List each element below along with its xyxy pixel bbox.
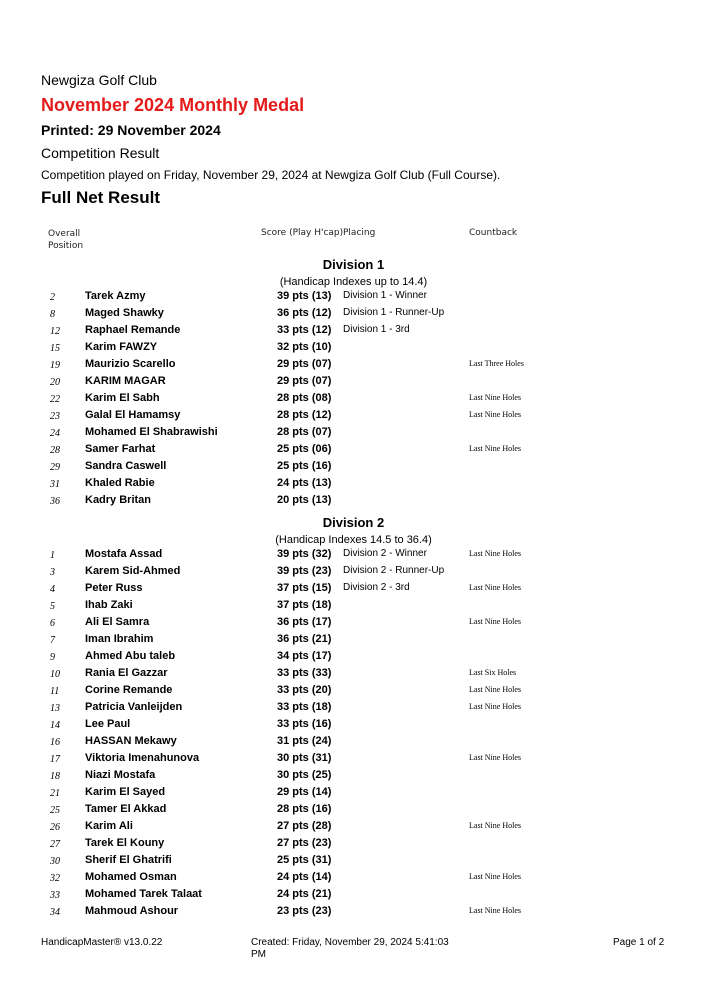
placing: Division 2 - Winner (343, 548, 427, 559)
table-row (0, 667, 707, 684)
table-row (0, 426, 707, 443)
overall-position: 21 (50, 788, 60, 799)
overall-position: 7 (50, 635, 55, 646)
countback: Last Nine Holes (469, 393, 521, 402)
player-name: Raphael Remande (85, 324, 181, 336)
player-name: Iman Ibrahim (85, 633, 154, 645)
overall-position: 36 (50, 496, 60, 507)
division-subtitle: (Handicap Indexes up to 14.4) (279, 276, 428, 288)
score: 33 pts (16) (277, 718, 332, 730)
player-name: Tamer El Akkad (85, 803, 167, 815)
competition-result-label: Competition Result (41, 145, 160, 161)
table-row (0, 905, 707, 922)
table-row (0, 477, 707, 494)
player-name: Mohamed Tarek Talaat (85, 888, 202, 900)
countback: Last Nine Holes (469, 702, 521, 711)
score: 37 pts (15) (277, 582, 332, 594)
player-name: Karim El Sabh (85, 392, 160, 404)
player-name: Karim FAWZY (85, 341, 158, 353)
countback: Last Nine Holes (469, 685, 521, 694)
overall-position: 26 (50, 822, 60, 833)
overall-position: 29 (50, 462, 60, 473)
table-row (0, 616, 707, 633)
placing: Division 2 - 3rd (343, 582, 410, 593)
player-name: KARIM MAGAR (85, 375, 166, 387)
score: 36 pts (12) (277, 307, 332, 319)
player-name: Samer Farhat (85, 443, 156, 455)
table-row (0, 752, 707, 769)
score: 39 pts (13) (277, 290, 332, 302)
overall-position: 14 (50, 720, 60, 731)
overall-position: 20 (50, 377, 60, 388)
table-row (0, 871, 707, 888)
player-name: Sherif El Ghatrifi (85, 854, 172, 866)
score: 24 pts (14) (277, 871, 332, 883)
player-name: Maurizio Scarello (85, 358, 176, 370)
score: 25 pts (16) (277, 460, 332, 472)
table-row (0, 460, 707, 477)
overall-position: 34 (50, 907, 60, 918)
score: 27 pts (23) (277, 837, 332, 849)
player-name: Corine Remande (85, 684, 173, 696)
score: 33 pts (33) (277, 667, 332, 679)
player-name: Ahmed Abu taleb (85, 650, 176, 662)
table-row (0, 494, 707, 511)
footer-page-number: Page 1 of 2 (613, 937, 665, 948)
score: 20 pts (13) (277, 494, 332, 506)
score: 24 pts (21) (277, 888, 332, 900)
printed-date: Printed: 29 November 2024 (41, 122, 221, 138)
table-row (0, 650, 707, 667)
table-row (0, 565, 707, 582)
overall-position: 10 (50, 669, 60, 680)
competition-description: Competition played on Friday, November 29, 2024 at Newgiza Golf Club (Full Course). (41, 168, 501, 182)
score: 29 pts (07) (277, 358, 332, 370)
score: 36 pts (21) (277, 633, 332, 645)
overall-position: 11 (50, 686, 60, 697)
table-row (0, 803, 707, 820)
overall-position: 19 (50, 360, 60, 371)
player-name: Karim Ali (85, 820, 133, 832)
overall-position: 31 (50, 479, 60, 490)
score: 28 pts (07) (277, 426, 332, 438)
table-row (0, 409, 707, 426)
overall-position: 33 (50, 890, 60, 901)
player-name: Peter Russ (85, 582, 143, 594)
table-row (0, 837, 707, 854)
overall-position: 28 (50, 445, 60, 456)
table-row (0, 548, 707, 565)
score: 29 pts (14) (277, 786, 332, 798)
player-name: Tarek El Kouny (85, 837, 165, 849)
score: 39 pts (32) (277, 548, 332, 560)
footer-created: Created: Friday, November 29, 2024 5:41:03 PM (251, 937, 449, 960)
club-name: Newgiza Golf Club (41, 72, 157, 88)
countback: Last Six Holes (469, 668, 517, 677)
player-name: Mahmoud Ashour (85, 905, 179, 917)
player-name: Karim El Sayed (85, 786, 166, 798)
placing: Division 2 - Runner-Up (343, 565, 445, 576)
division-title: Division 2 (322, 515, 385, 530)
player-name: Ihab Zaki (85, 599, 133, 611)
overall-position: 17 (50, 754, 60, 765)
overall-position: 30 (50, 856, 60, 867)
table-row (0, 341, 707, 358)
player-name: Sandra Caswell (85, 460, 167, 472)
table-row (0, 324, 707, 341)
player-name: Maged Shawky (85, 307, 164, 319)
placing: Division 1 - 3rd (343, 324, 410, 335)
score: 39 pts (23) (277, 565, 332, 577)
score: 31 pts (24) (277, 735, 332, 747)
table-row (0, 888, 707, 905)
table-row (0, 375, 707, 392)
overall-position: 18 (50, 771, 60, 782)
table-row (0, 443, 707, 460)
table-row (0, 599, 707, 616)
section-title: Full Net Result (41, 188, 161, 207)
player-name: Tarek Azmy (85, 290, 146, 302)
score: 37 pts (18) (277, 599, 332, 611)
competition-title: November 2024 Monthly Medal (41, 95, 305, 115)
table-row (0, 358, 707, 375)
player-name: Kadry Britan (85, 494, 152, 506)
column-header-placing: Placing (343, 228, 376, 238)
player-name: Rania El Gazzar (85, 667, 168, 679)
table-row (0, 290, 707, 307)
countback: Last Nine Holes (469, 753, 521, 762)
score: 28 pts (16) (277, 803, 332, 815)
score: 24 pts (13) (277, 477, 332, 489)
score: 27 pts (28) (277, 820, 332, 832)
table-row (0, 820, 707, 837)
overall-position: 5 (50, 601, 55, 612)
score: 30 pts (31) (277, 752, 332, 764)
column-header-position (48, 228, 83, 252)
overall-position: 13 (50, 703, 60, 714)
countback: Last Nine Holes (469, 906, 521, 915)
overall-position: 6 (50, 618, 55, 629)
overall-position: 32 (50, 873, 60, 884)
overall-position: 2 (50, 292, 55, 303)
countback: Last Nine Holes (469, 617, 521, 626)
score: 32 pts (10) (277, 341, 332, 353)
table-row (0, 701, 707, 718)
overall-position: 16 (50, 737, 60, 748)
placing: Division 1 - Winner (343, 290, 427, 301)
division-title: Division 1 (322, 257, 385, 272)
countback: Last Nine Holes (469, 583, 521, 592)
overall-position: 23 (50, 411, 60, 422)
score: 33 pts (18) (277, 701, 332, 713)
player-name: Karem Sid-Ahmed (85, 565, 181, 577)
score: 28 pts (08) (277, 392, 332, 404)
column-header-position-line2: Position (48, 241, 84, 251)
division-subtitle: (Handicap Indexes 14.5 to 36.4) (275, 534, 432, 546)
countback: Last Nine Holes (469, 821, 521, 830)
score: 29 pts (07) (277, 375, 332, 387)
player-name: Niazi Mostafa (85, 769, 156, 781)
score: 23 pts (23) (277, 905, 332, 917)
table-row (0, 854, 707, 871)
table-row (0, 307, 707, 324)
table-row (0, 769, 707, 786)
column-header-position-line1: Overall (48, 229, 81, 239)
score: 25 pts (06) (277, 443, 332, 455)
table-row (0, 718, 707, 735)
countback: Last Three Holes (469, 359, 524, 368)
table-row (0, 684, 707, 701)
player-name: Lee Paul (85, 718, 131, 730)
overall-position: 15 (50, 343, 60, 354)
overall-position: 24 (50, 428, 60, 439)
score: 33 pts (20) (277, 684, 332, 696)
overall-position: 12 (50, 326, 60, 337)
overall-position: 27 (50, 839, 60, 850)
player-name: Khaled Rabie (85, 477, 155, 489)
player-name: Viktoria Imenahunova (85, 752, 200, 764)
player-name: Galal El Hamamsy (85, 409, 181, 421)
overall-position: 8 (50, 309, 55, 320)
table-row (0, 786, 707, 803)
score: 28 pts (12) (277, 409, 332, 421)
player-name: Patricia Vanleijden (85, 701, 183, 713)
footer-software: HandicapMaster® v13.0.22 (41, 937, 163, 948)
score: 34 pts (17) (277, 650, 332, 662)
countback: Last Nine Holes (469, 872, 521, 881)
placing: Division 1 - Runner-Up (343, 307, 445, 318)
overall-position: 22 (50, 394, 60, 405)
overall-position: 1 (50, 550, 55, 561)
score: 33 pts (12) (277, 324, 332, 336)
countback: Last Nine Holes (469, 410, 521, 419)
player-name: Mostafa Assad (85, 548, 163, 560)
score: 25 pts (31) (277, 854, 332, 866)
column-header-score: Score (Play H'cap) (261, 228, 344, 238)
overall-position: 9 (50, 652, 55, 663)
table-row (0, 735, 707, 752)
countback: Last Nine Holes (469, 549, 521, 558)
player-name: Mohamed Osman (85, 871, 177, 883)
score: 36 pts (17) (277, 616, 332, 628)
player-name: Ali El Samra (85, 616, 150, 628)
table-row (0, 633, 707, 650)
player-name: HASSAN Mekawy (85, 735, 177, 747)
table-row (0, 392, 707, 409)
score: 30 pts (25) (277, 769, 332, 781)
overall-position: 3 (50, 567, 55, 578)
overall-position: 4 (50, 584, 55, 595)
table-row (0, 582, 707, 599)
countback: Last Nine Holes (469, 444, 521, 453)
player-name: Mohamed El Shabrawishi (85, 426, 218, 438)
column-header-countback: Countback (469, 228, 518, 238)
overall-position: 25 (50, 805, 60, 816)
